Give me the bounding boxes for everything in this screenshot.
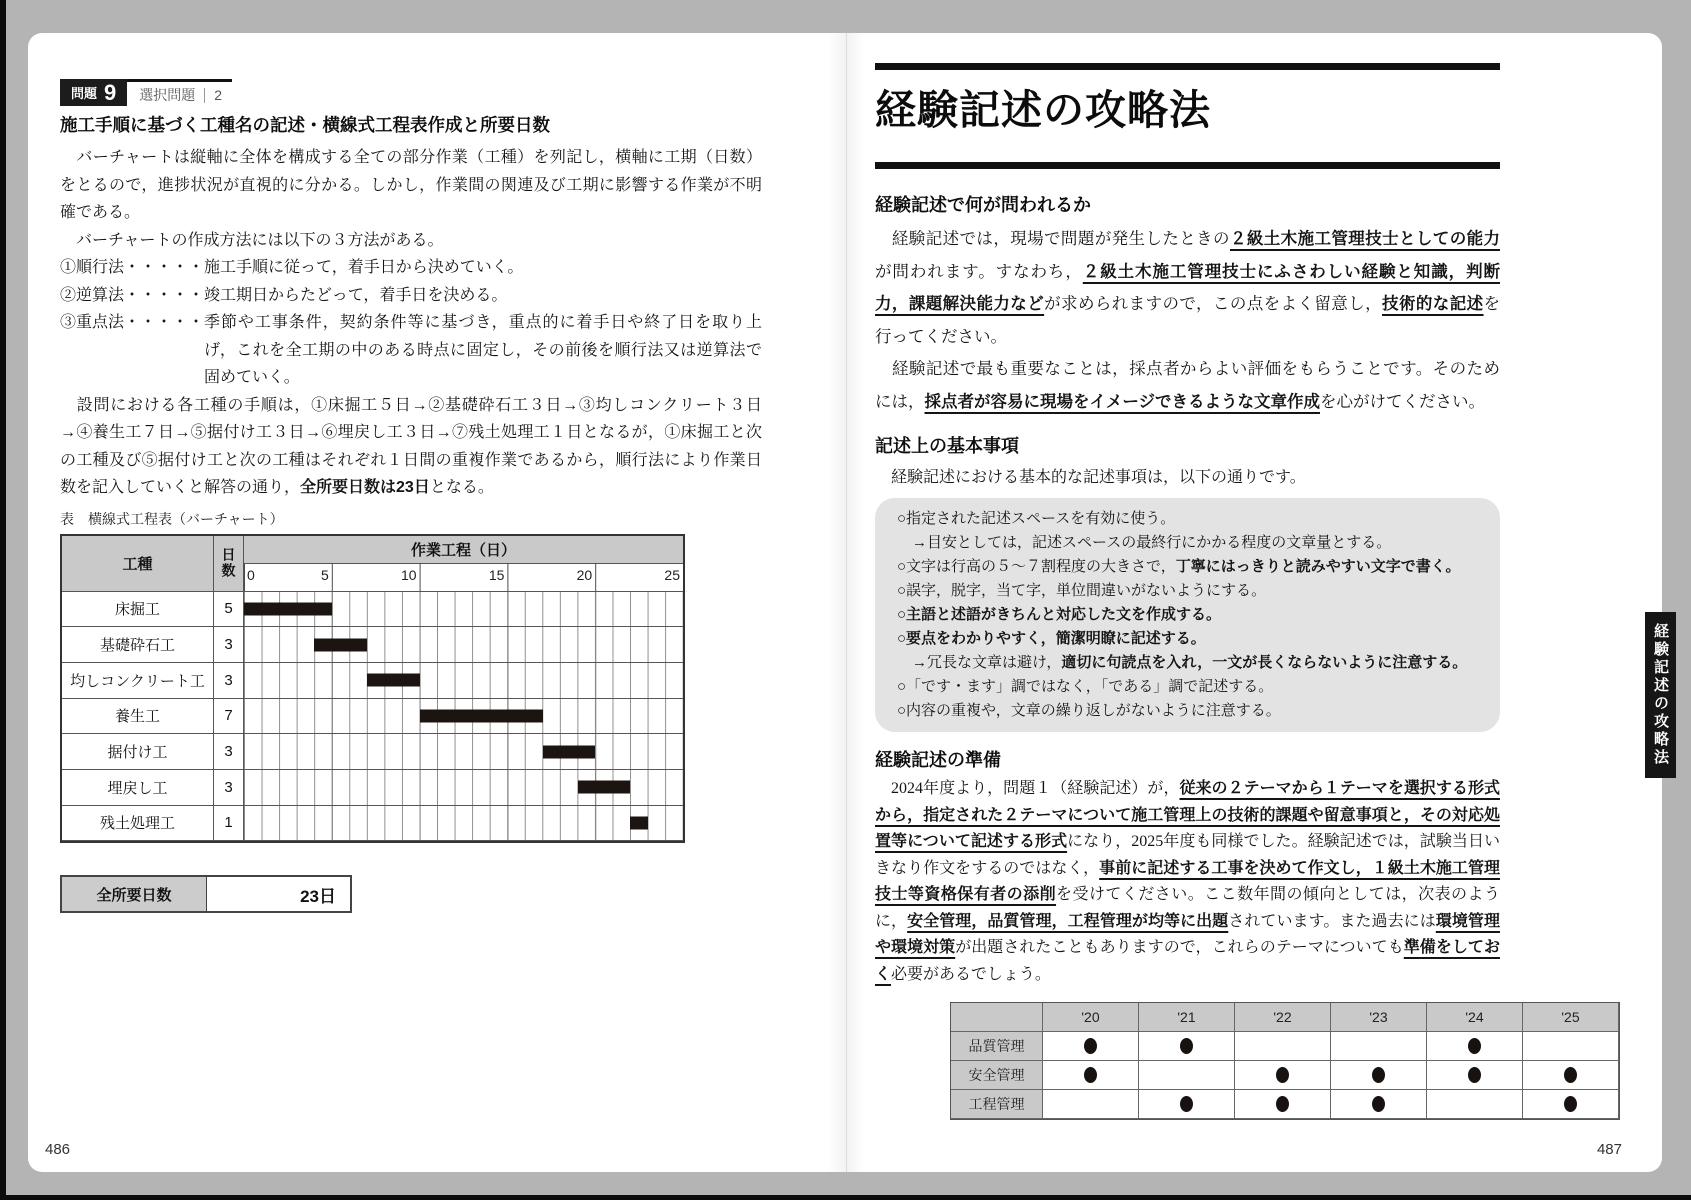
gantt-bar: [630, 816, 648, 829]
total-days-label: 全所要日数: [62, 877, 207, 911]
gantt-bar: [244, 602, 332, 615]
method-item: [60, 282, 762, 310]
text-segment: 経験記述では，現場で問題が発生したときの: [875, 229, 1230, 248]
text-segment: となる。: [429, 479, 494, 496]
section-heading-2: 記述上の基本事項: [875, 436, 1019, 456]
methods-intro: バーチャートの作成方法には以下の３方法がある。: [60, 231, 444, 249]
text-segment: ○文字は行高の５～７割程度の大きさで，: [897, 559, 1176, 575]
gantt-task-name: 残土処理工: [62, 806, 214, 842]
dot-mark: [1468, 1038, 1481, 1054]
gantt-axis-scale: [244, 564, 683, 592]
right-page: [847, 33, 1662, 1172]
gantt-bar: [543, 745, 596, 758]
text-segment: を心がけてください。: [1320, 391, 1486, 411]
theme-year-cell: [1139, 1032, 1235, 1061]
gantt-task-days: 7: [214, 699, 244, 735]
notes-box: [875, 498, 1500, 732]
gantt-task-bar-cell: [244, 592, 683, 628]
note-item: [897, 699, 1478, 723]
text-segment: 設問における各工種の手順は，①床掘工５日→②基礎砕石工３日→③均しコンクリート３日→④養生工７日→⑤据付け工３日→⑥埋戻し工３日→⑦残土処理工１日となるが，①床掘工と次の工種及び⑤据付け工と次の工種はそれぞれ１日間の重複作業であるから，順行法により作業日数を記入していくと解答の通り，: [60, 396, 762, 496]
dot-mark: [1276, 1067, 1289, 1083]
gantt-task-bar-cell: [244, 699, 683, 735]
chapter-title: 経験記述の攻略法: [875, 87, 1211, 133]
dot-mark: [1084, 1038, 1097, 1054]
gantt-bar: [314, 638, 367, 651]
text-segment: になり，2025年度も同様でした。経験記述では，試験当日いきなり作文をするのではなく，: [875, 833, 1500, 877]
note-item: [897, 651, 1478, 675]
text-segment: ○指定された記述スペースを有効に使う。: [897, 511, 1176, 527]
method-text: 季節や工事条件，契約条件等に基づき，重点的に着手日や終了日を取り上げ，これを全工期の中のある時点に固定し，その前後を順行法又は逆算法で固めていく。: [204, 314, 762, 386]
theme-year-cell: [1331, 1090, 1427, 1119]
text-segment: ○内容の重複や，文章の繰り返しがないように注意する。: [897, 703, 1281, 719]
text-segment: ２級土木施工管理技士にふさわしい経験と知識，判断力，課題解決能力など: [875, 262, 1500, 313]
theme-year-cell: [1235, 1032, 1331, 1061]
note-item: [897, 507, 1478, 531]
divider: [204, 88, 205, 103]
gantt-task-days: 3: [214, 663, 244, 699]
text-segment: 2024年度より，問題１（経験記述）が，: [875, 780, 1180, 797]
note-item: [897, 579, 1478, 603]
text-segment: 安全管理，品質管理，工程管理が均等に出題: [907, 912, 1229, 930]
theme-year-cell: [1427, 1032, 1523, 1061]
method-item: [60, 254, 762, 282]
page-number-right: 487: [1596, 1141, 1622, 1158]
text-segment: されています。また過去には: [1228, 912, 1436, 930]
text-segment: ２級土木施工管理技士としての能力: [1229, 230, 1501, 248]
gantt-header-days-label: 日数: [220, 547, 237, 579]
year-header: '23: [1331, 1003, 1427, 1032]
gantt-bar: [420, 709, 543, 722]
axis-tick: 25: [664, 566, 680, 583]
gantt-caption: 表 横線式工程表（バーチャート）: [60, 510, 284, 527]
theme-year-cell: [1427, 1090, 1523, 1119]
method-label: ③重点法・・・・・: [60, 314, 205, 331]
section-heading-1: 経験記述で何が問われるか: [875, 195, 1091, 215]
theme-year-cell: [1043, 1090, 1139, 1119]
left-page-heading: 施工手順に基づく工種名の記述・横線式工程表作成と所要日数: [60, 115, 550, 135]
problem-category: [127, 79, 232, 106]
text-segment: が問われます。すなわち，: [875, 261, 1083, 281]
dot-mark: [1372, 1067, 1385, 1083]
year-header: '24: [1427, 1003, 1523, 1032]
theme-year-cell: [1139, 1061, 1235, 1090]
method-text: 竣工期日からたどって，着手日を決める。: [204, 286, 508, 304]
problem-badge: [60, 79, 232, 106]
section1-paragraph-2: [875, 353, 1500, 418]
theme-year-cell: [1523, 1090, 1619, 1119]
corner-cell: [951, 1003, 1043, 1032]
text-segment: 従来の２テーマから１テーマを選択する形式から，指定された２テーマについて施工管理上の技術的課題や留意事項と，その対応処置等について記述する形式: [875, 780, 1500, 850]
axis-tick: 15: [488, 566, 505, 583]
category-sub-number: 2: [214, 87, 223, 103]
gantt-bar: [367, 674, 420, 687]
title-rule-bottom: [875, 162, 1500, 169]
theme-label: 安全管理: [951, 1061, 1043, 1090]
section-heading-3: 経験記述の準備: [875, 750, 1001, 770]
theme-year-cell: [1523, 1032, 1619, 1061]
note-item: [897, 627, 1478, 651]
text-segment: ○主語と述語がきちんと対応した文を作成する。: [897, 606, 1222, 623]
text-segment: ○要点をわかりやすく，簡潔明瞭に記述する。: [897, 630, 1206, 647]
year-header: '20: [1043, 1003, 1139, 1032]
year-header: '25: [1523, 1003, 1619, 1032]
gantt-task-days: 1: [214, 806, 244, 842]
section3-paragraph: [875, 776, 1500, 988]
year-header: '22: [1235, 1003, 1331, 1032]
gantt-task-bar-cell: [244, 770, 683, 806]
gantt-task-days: 5: [214, 592, 244, 628]
note-item: [897, 555, 1478, 579]
theme-year-cell: [1235, 1061, 1331, 1090]
total-days-box: [60, 875, 352, 913]
text-segment: 適切に句読点を入れ，一文が長くならないように注意する。: [1061, 654, 1468, 671]
text-segment: →冗長な文章は避け，: [912, 655, 1062, 671]
gantt-task-name: 均しコンクリート工: [62, 663, 214, 699]
text-segment: ○「です・ます」調ではなく，「である」調で記述する。: [897, 679, 1274, 695]
gantt-task-name: 埋戻し工: [62, 770, 214, 806]
theme-year-cell: [1043, 1032, 1139, 1061]
axis-tick: 20: [576, 566, 593, 583]
dot-mark: [1276, 1096, 1289, 1112]
procedure-paragraph: [60, 392, 762, 502]
themes-by-year-table: [950, 1002, 1620, 1120]
axis-tick: 0: [247, 566, 255, 583]
problem-number: 9: [104, 79, 117, 105]
section2-intro: 経験記述における基本的な記述事項は，以下の通りです。: [875, 469, 1306, 486]
text-segment: 環境管理や環境対策: [875, 912, 1500, 956]
theme-year-cell: [1331, 1032, 1427, 1061]
theme-label: 品質管理: [951, 1032, 1043, 1061]
dot-mark: [1180, 1096, 1193, 1112]
chapter-side-tab: 経験記述の攻略法: [1645, 612, 1676, 778]
gantt-task-days: 3: [214, 770, 244, 806]
gantt-task-bar-cell: [244, 806, 683, 842]
method-label: ②逆算法・・・・・: [60, 286, 205, 304]
text-segment: 準備をしておく: [875, 939, 1500, 983]
method-label: ①順行法・・・・・: [60, 259, 205, 276]
gantt-task-days: 3: [214, 627, 244, 663]
text-segment: 全所要日数は23日: [300, 479, 430, 496]
method-item: [60, 309, 762, 392]
text-segment: 技術的な記述: [1382, 295, 1484, 313]
text-segment: が求められますので，この点をよく留意し，: [1044, 294, 1383, 313]
note-item: [897, 603, 1478, 627]
gantt-header-task: 工種: [62, 536, 214, 592]
text-segment: 必要があるでしょう。: [891, 965, 1051, 983]
axis-tick: 10: [401, 566, 417, 583]
gantt-task-name: 据付け工: [62, 734, 214, 770]
title-rule-top: [875, 63, 1500, 70]
page-number-left: 486: [45, 1141, 71, 1158]
gantt-chart-table: [60, 534, 685, 844]
intro-paragraph: バーチャートは縦軸に全体を構成する全ての部分作業（工種）を列記し，横軸に工期（日数）をとるので，進捗状況が直視的に分かる。しかし，作業間の関連及び工期に影響する作業が不明確である。: [60, 149, 762, 221]
left-page: [28, 33, 847, 1172]
text-segment: を行ってください。: [875, 294, 1501, 346]
year-header: '21: [1139, 1003, 1235, 1032]
method-text: 施工手順に従って，着手日から決めていく。: [204, 259, 524, 276]
theme-year-cell: [1043, 1061, 1139, 1090]
gantt-header-axis: 作業工程（日）: [244, 536, 683, 564]
gantt-task-days: 3: [214, 734, 244, 770]
text-segment: 事前に記述する工事を決めて作文し，１級土木施工管理技士等資格保有者の添削: [875, 859, 1500, 903]
note-item: [897, 531, 1478, 555]
gantt-task-bar-cell: [244, 663, 683, 699]
text-segment: 丁寧にはっきりと読みやすい文字で書く。: [1175, 558, 1461, 575]
gantt-task-name: 床掘工: [62, 592, 214, 628]
theme-year-cell: [1523, 1061, 1619, 1090]
text-segment: が出題されたこともありますので，これらのテーマについても: [955, 939, 1404, 956]
axis-tick: 5: [321, 566, 329, 583]
methods-list: [60, 254, 762, 392]
theme-year-cell: [1235, 1090, 1331, 1119]
dot-mark: [1084, 1067, 1097, 1083]
text-segment: 経験記述で最も重要なことは，採点者からよい評価をもらうことです。そのためには，: [875, 359, 1500, 411]
theme-label: 工程管理: [951, 1090, 1043, 1119]
open-book-spread: [28, 33, 1662, 1172]
text-segment: →目安としては，記述スペースの最終行にかかる程度の文章量とする。: [912, 535, 1392, 551]
gantt-task-name: 基礎砕石工: [62, 627, 214, 663]
theme-year-cell: [1139, 1090, 1235, 1119]
gantt-bar: [578, 781, 631, 794]
dot-mark: [1180, 1038, 1193, 1054]
problem-label: 問題: [71, 86, 98, 101]
text-segment: 採点者が容易に現場をイメージできるような文章作成: [924, 392, 1321, 411]
total-days-value: 23日: [300, 886, 336, 906]
gantt-task-bar-cell: [244, 734, 683, 770]
category-label: 選択問題: [139, 87, 196, 103]
gantt-task-bar-cell: [244, 627, 683, 663]
dot-mark: [1564, 1067, 1577, 1083]
gantt-task-name: 養生工: [62, 699, 214, 735]
dot-mark: [1468, 1067, 1481, 1083]
section1-paragraph-1: [875, 223, 1500, 353]
note-item: [897, 675, 1478, 699]
dot-mark: [1564, 1096, 1577, 1112]
gantt-header-days: [214, 536, 244, 592]
theme-year-cell: [1427, 1061, 1523, 1090]
theme-year-cell: [1331, 1061, 1427, 1090]
text-segment: ○誤字，脱字，当て字，単位間違いがないようにする。: [897, 583, 1267, 599]
dot-mark: [1372, 1096, 1385, 1112]
problem-badge-chip: [60, 79, 127, 106]
text-segment: を受けてください。ここ数年間の傾向としては，次表のように，: [875, 886, 1500, 930]
